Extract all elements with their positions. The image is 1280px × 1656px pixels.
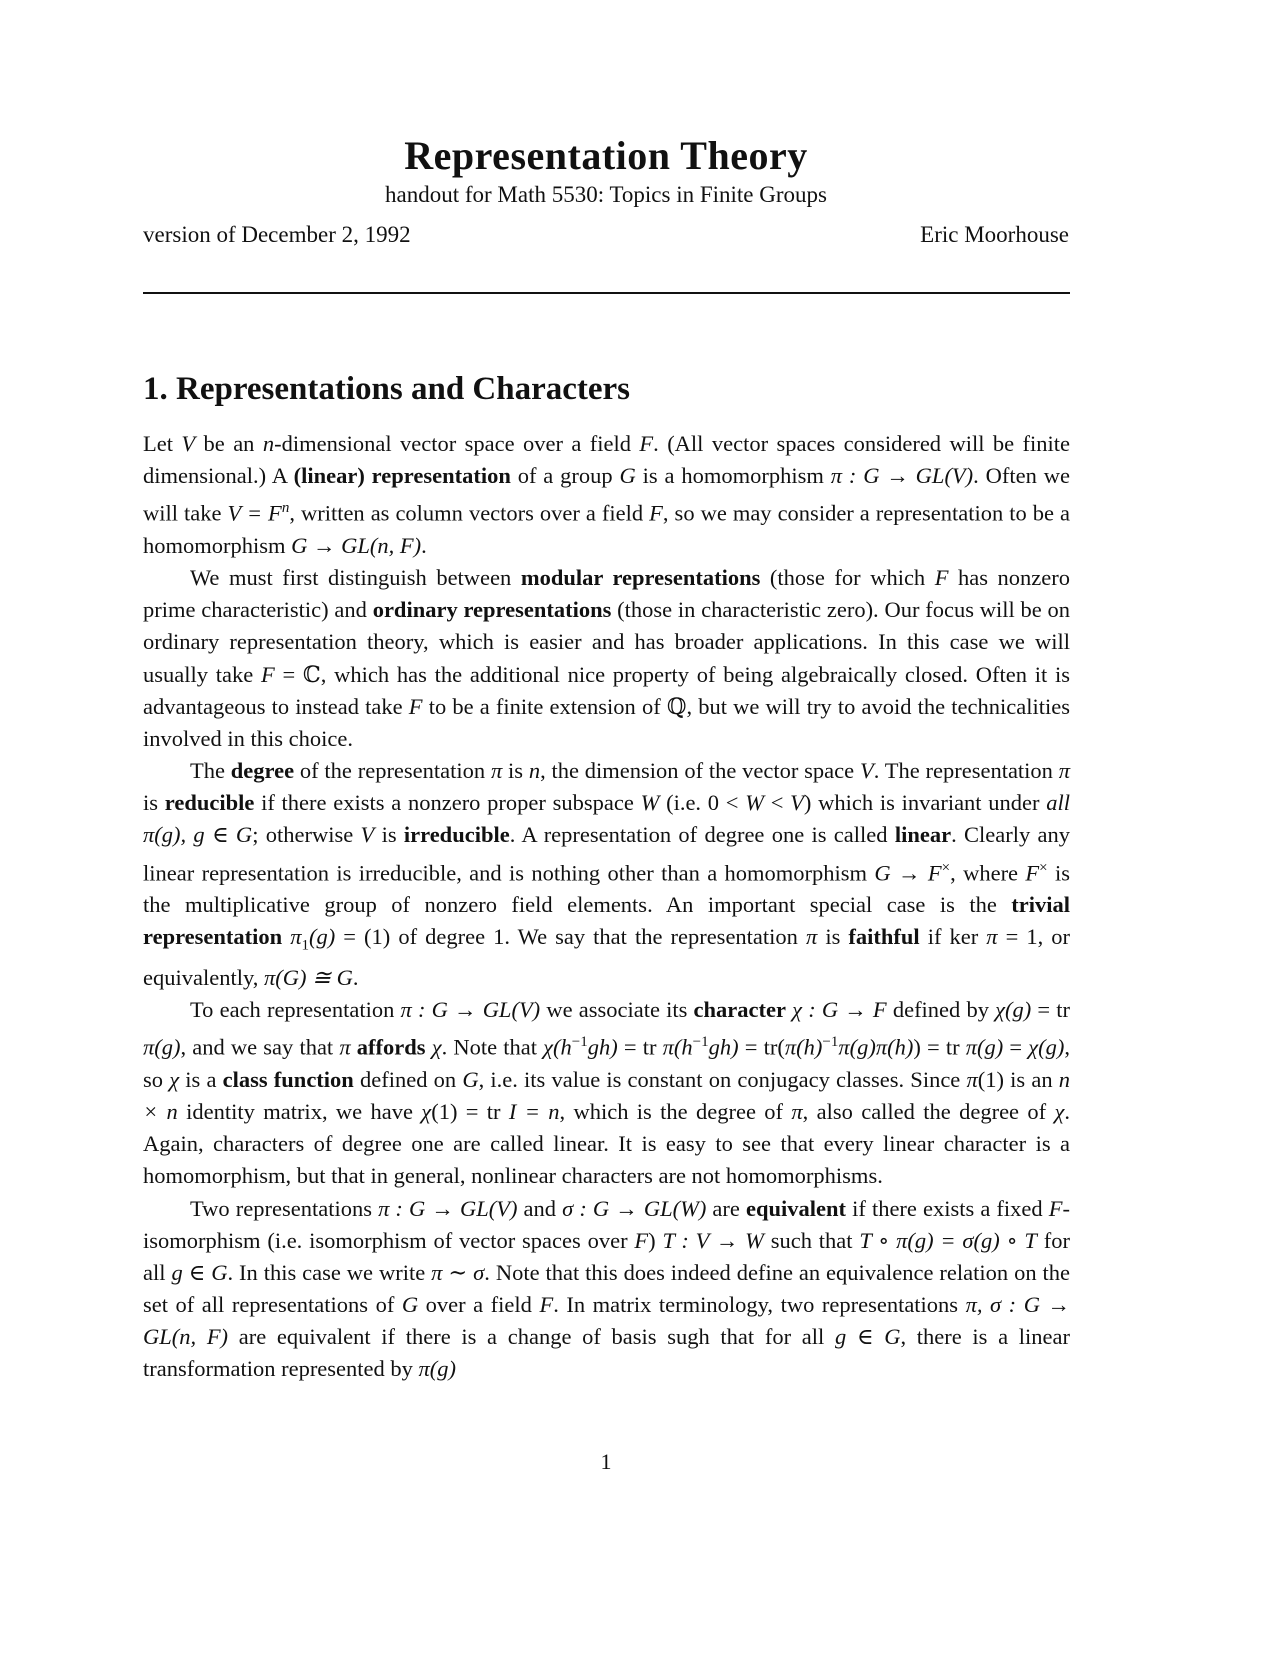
paragraph: To each representation π : G → GL(V) we associate its character χ : G → F defined by χ(g) = tr π(g), and we say that π affords χ. Note that $\chi(h^{-1}gh)$ = tr $\pi(h^{-1}gh) = tr(\pi(h)^{-1}\pi(g)\pi(h))$ = tr π(g) = χ(g), so χ is a class function defined on G, i.e. its value is constant on conjugacy classes. Since π(1) is an n × n identity matrix, we have χ(1) = tr I = n, which is the degree of π, also called the degree of χ. Again, characters of degree one are called linear. It is easy to see that every linear character is a homomorphism, but that in general, nonlinear characters are not homomorphisms.	[143, 997, 1071, 1189]
body-text	[143, 428, 1070, 1386]
paragraph: Let V be an n-dimensional vector space over a field F. (All vector spaces considered will be finite dimensional.) A (linear) representation of a group G is a homomorphism π : G → GL(V). Often we will take $V = F^n$, written as column vectors over a field F, so we may consider a representation to be a homomorphism G → GL(n, F).	[143, 431, 1071, 558]
author-name: Eric Moorhouse	[920, 222, 1069, 247]
document-title: Representation Theory	[404, 133, 808, 178]
section-heading: 1. Representations and Characters	[143, 371, 631, 407]
paragraph: Two representations π : G → GL(V) and σ : G → GL(W) are equivalent if there exists a fixed F-isomorphism (i.e. isomorphism of vector spaces over F) T : V → W such that T ∘ π(g) = σ(g) ∘ T for all g ∈ G. In this case we write π ∼ σ. Note that this does indeed define an equivalence relation on the set of all representations of G over a field F. In matrix terminology, two representations π, σ : G → GL(n, F) are equivalent if there is a change of basis sugh that for all g ∈ G, there is a linear transformation represented by π(g)	[143, 1195, 1071, 1382]
paragraph: The degree of the representation π is n, the dimension of the vector space V. The representation π is reducible if there exists a nonzero proper subspace W (i.e. 0 < W < V) which is invariant under all π(g), g ∈ G; otherwise V is irreducible. A representation of degree one is called linear. Clearly any linear representation is irreducible, and is nothing other than a homomorphism G → F×, where F× is the multiplicative group of nonzero field elements. An important special case is the trivial representation $\pi_1(g) = (1)$ of degree 1. We say that the representation π is faithful if ker π = 1, or equivalently, π(G) ≅ G.	[143, 758, 1071, 990]
page-number: 1	[600, 1449, 612, 1474]
version-date: version of December 2, 1992	[143, 222, 411, 247]
header-rule	[143, 292, 1070, 294]
document-subtitle: handout for Math 5530: Topics in Finite Groups	[385, 182, 827, 207]
paragraph: We must first distinguish between modular representations (those for which F has nonzero prime characteristic) and ordinary representations (those in characteristic zero). Our focus will be on ordinary representation theory, which is easier and has broader applications. In this case we will usually take F = ℂ, which has the additional nice property of being algebraically closed. Often it is advantageous to instead take F to be a finite extension of ℚ, but we will try to avoid the technicalities involved in this choice.	[143, 565, 1070, 751]
